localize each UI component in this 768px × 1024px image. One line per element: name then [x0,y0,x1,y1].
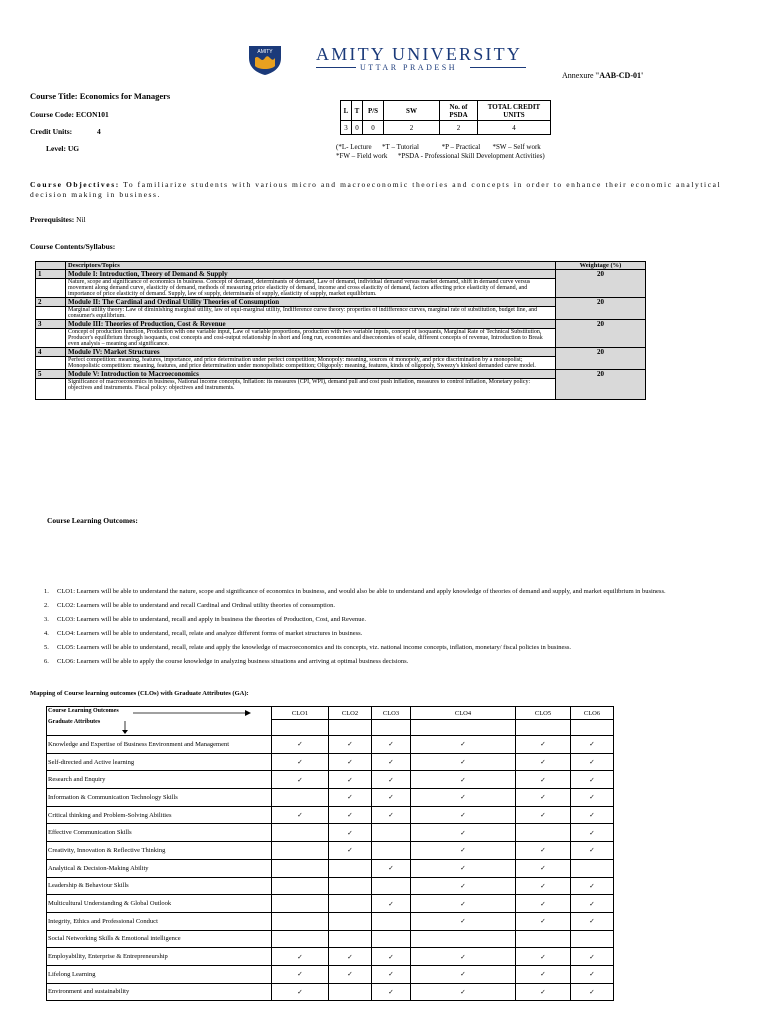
blank-cell [411,720,516,736]
check-mark-icon: ✓ [329,789,372,807]
module-weightage: 20 [556,298,646,320]
clo-text: CLO3: Learners will be able to understand, recall and apply in business the theories of Production, Cost, and Revenue. [57,616,367,623]
blank-cell [571,720,614,736]
empty-cell [272,859,329,877]
clo-text: CLO5: Learners will be able to understand, recall, relate and apply the knowledge of macroeconomics and its concepts, viz. national income concepts, inflation, monetary/ fiscal policies in business. [57,644,572,651]
blank-cell [516,720,571,736]
check-mark-icon: ✓ [516,736,571,754]
graduate-attribute: Research and Enquiry [47,771,272,789]
check-mark-icon: ✓ [571,912,614,930]
credit-units-label: Credit Units: [30,127,73,136]
graduate-attribute: Analytical & Decision-Making Ability [47,859,272,877]
divider [470,67,526,68]
graduate-attribute: Employability, Enterprise & Entrepreneurship [47,948,272,966]
check-mark-icon: ✓ [372,859,411,877]
check-mark-icon: ✓ [571,965,614,983]
module-blank [36,329,66,348]
objectives-text: To familiarize students with various micro and macroeconomic theories and concepts in order to enhance their economic analytical decision making in business. [30,180,722,199]
ltp-legend [336,143,545,161]
course-title: Course Title: Economics for Managers [30,91,171,101]
mapping-row [47,877,614,895]
legend-line: (*L- Lecture *T – Tutorial *P – Practical *SW – Self work [336,143,541,151]
mapping-row [47,736,614,754]
clo-heading: Course Learning Outcomes: [47,516,138,525]
check-mark-icon: ✓ [411,983,516,1001]
check-mark-icon: ✓ [571,753,614,771]
prerequisites-value: Nil [76,215,86,224]
mapping-row [47,789,614,807]
check-mark-icon: ✓ [411,877,516,895]
check-mark-icon: ✓ [329,806,372,824]
graduate-attribute: Integrity, Ethics and Professional Conduct [47,912,272,930]
empty-cell [571,859,614,877]
empty-cell [372,877,411,895]
graduate-attribute: Critical thinking and Problem-Solving Abilities [47,806,272,824]
check-mark-icon: ✓ [571,824,614,842]
check-mark-icon: ✓ [329,842,372,860]
check-mark-icon: ✓ [372,965,411,983]
check-mark-icon: ✓ [372,736,411,754]
syllabus-table [35,261,646,400]
check-mark-icon: ✓ [329,771,372,789]
check-mark-icon: ✓ [516,965,571,983]
check-mark-icon: ✓ [571,736,614,754]
check-mark-icon: ✓ [411,948,516,966]
syllabus-header-topics: Descriptors/Topics [66,262,556,270]
graduate-attribute: Lifelong Learning [47,965,272,983]
module-title: Module II: The Cardinal and Ordinal Utility Theories of Consumption [66,298,556,307]
module-blank [36,279,66,298]
clo-item [40,630,740,638]
ltp-header: No. of PSDA [440,101,478,121]
check-mark-icon: ✓ [571,895,614,913]
ltp-value: 0 [352,121,363,135]
empty-cell [329,912,372,930]
graduate-attribute: Creativity, Innovation & Reflective Thinking [47,842,272,860]
module-title: Module IV: Market Structures [66,348,556,357]
module-title: Module V: Introduction to Macroeconomics [66,370,556,379]
mapping-row [47,948,614,966]
check-mark-icon: ✓ [272,753,329,771]
mapping-row [47,753,614,771]
check-mark-icon: ✓ [516,895,571,913]
check-mark-icon: ✓ [571,842,614,860]
contents-heading: Course Contents/Syllabus: [30,242,116,251]
check-mark-icon: ✓ [329,948,372,966]
check-mark-icon: ✓ [372,948,411,966]
clo-text: CLO2: Learners will be able to understand and recall Cardinal and Ordinal utility theories of consumption. [57,602,335,609]
ltp-value: 0 [363,121,384,135]
check-mark-icon: ✓ [571,877,614,895]
objectives-label: Course Objectives: [30,180,120,189]
check-mark-icon: ✓ [372,789,411,807]
module-weightage: 20 [556,348,646,370]
clo-item [40,644,740,652]
module-title: Module I: Introduction, Theory of Demand & Supply [66,270,556,279]
prerequisites [30,215,86,224]
empty-cell [329,930,372,948]
annexure-prefix: Annexure ' [562,71,597,80]
clo-column-header: CLO6 [571,707,614,720]
clo-list [40,588,740,672]
module-weightage: 20 [556,320,646,348]
mapping-row [47,895,614,913]
check-mark-icon: ✓ [411,842,516,860]
check-mark-icon: ✓ [372,895,411,913]
logo-text: AMITY [257,49,273,55]
module-blank [36,307,66,320]
check-mark-icon: ✓ [329,965,372,983]
mapping-row [47,965,614,983]
clo-item [40,658,740,666]
course-code [30,110,109,119]
check-mark-icon: ✓ [272,736,329,754]
check-mark-icon: ✓ [516,948,571,966]
right-arrow-icon [133,709,253,717]
ltp-value: 4 [478,121,551,135]
check-mark-icon: ✓ [571,771,614,789]
mapping-row [47,859,614,877]
check-mark-icon: ✓ [516,912,571,930]
graduate-attribute: Environment and sustainability [47,983,272,1001]
empty-cell [411,930,516,948]
module-blank [36,379,66,400]
check-mark-icon: ✓ [372,983,411,1001]
empty-cell [372,912,411,930]
module-description: Concept of production function, Production with one variable input, Law of variable proportions, production with two variable inputs, concept of isoquants, Marginal Rate of Technical Substitution, Producer's equilibrium through isoquants, cost concepts and cost-output relationship in short and long run, economies and diseconomies of scale, different concepts of revenue, Introduction to Break even analysis – meaning and significance. [66,329,556,348]
clo-column-header: CLO2 [329,707,372,720]
clo-text: CLO1: Learners will be able to understand the nature, scope and significance of economics in business, and would also be able to understand and apply knowledge of theories of demand and supply, and market equilibrium in business. [57,588,666,595]
university-name: AMITY UNIVERSITY [316,44,523,64]
check-mark-icon: ✓ [571,806,614,824]
empty-cell [272,789,329,807]
course-code-label: Course Code: [30,110,74,119]
check-mark-icon: ✓ [516,789,571,807]
check-mark-icon: ✓ [516,806,571,824]
clo-item [40,588,740,596]
credit-units-value: 4 [97,127,101,136]
ltp-header: L [341,101,352,121]
module-description: Perfect competition: meaning, features, importance, and price determination under perfect competition; Monopoly: meaning, sources of monopoly, and price discrimination by a monopolist; Monopolistic competition: meaning, features, and price determination under monopolistic competition; Oligopoly: meaning, features, kinds of oligopoly, Sweezy's kinked demanded curve model. [66,357,556,370]
empty-cell [272,842,329,860]
graduate-attribute: Leadership & Behaviour Skills [47,877,272,895]
clo-column-header: CLO4 [411,707,516,720]
empty-cell [272,877,329,895]
credit-structure-table [340,100,551,135]
module-number: 1 [36,270,66,279]
annexure-label [562,71,643,80]
check-mark-icon: ✓ [411,965,516,983]
ltp-header: T [352,101,363,121]
ltp-value: 2 [440,121,478,135]
clo-number: 6. [44,658,49,665]
empty-cell [372,842,411,860]
annexure-code: 'AAB-CD-01' [596,71,644,80]
check-mark-icon: ✓ [329,736,372,754]
check-mark-icon: ✓ [411,736,516,754]
module-number: 3 [36,320,66,329]
check-mark-icon: ✓ [411,912,516,930]
clo-text: CLO4: Learners will be able to understand, recall, relate and analyze different forms of market structures in business. [57,630,363,637]
clo-item [40,616,740,624]
check-mark-icon: ✓ [516,983,571,1001]
corner-clo-label: Course Learning Outcomes [48,708,119,714]
clo-number: 3. [44,616,49,623]
module-weightage: 20 [556,270,646,298]
clo-item [40,602,740,610]
graduate-attribute: Social Networking Skills & Emotional intelligence [47,930,272,948]
module-number: 2 [36,298,66,307]
check-mark-icon: ✓ [411,859,516,877]
check-mark-icon: ✓ [272,806,329,824]
ltp-value: 3 [341,121,352,135]
check-mark-icon: ✓ [272,983,329,1001]
module-number: 4 [36,348,66,357]
check-mark-icon: ✓ [411,895,516,913]
prerequisites-label: Prerequisites: [30,215,75,224]
check-mark-icon: ✓ [516,842,571,860]
legend-line: *FW – Field work *PSDA - Professional Skill Development Activities) [336,152,545,160]
graduate-attribute: Knowledge and Expertise of Business Environment and Management [47,736,272,754]
check-mark-icon: ✓ [516,771,571,789]
mapping-row [47,806,614,824]
blank-cell [272,720,329,736]
ltp-header: SW [384,101,440,121]
clo-number: 2. [44,602,49,609]
check-mark-icon: ✓ [372,753,411,771]
ltp-header: TOTAL CREDIT UNITS [478,101,551,121]
ltp-value: 2 [384,121,440,135]
empty-cell [571,930,614,948]
blank-cell [372,720,411,736]
university-logo [247,44,283,76]
graduate-attribute: Multicultural Understanding & Global Outlook [47,895,272,913]
clo-number: 1. [44,588,49,595]
module-weightage: 20 [556,370,646,400]
check-mark-icon: ✓ [272,771,329,789]
empty-cell [272,824,329,842]
graduate-attribute: Effective Communication Skills [47,824,272,842]
mapping-row [47,842,614,860]
clo-number: 5. [44,644,49,651]
mapping-row [47,930,614,948]
check-mark-icon: ✓ [571,789,614,807]
mapping-corner [47,707,272,736]
clo-number: 4. [44,630,49,637]
module-description: Marginal utility theory: Law of diminishing marginal utility, law of equi-marginal utility, Indifference curve theory: properties of indifference curves, marginal rate of substitution, budget line, and consumer's equilibrium. [66,307,556,320]
empty-cell [516,824,571,842]
syllabus-header-blank [36,262,66,270]
empty-cell [372,824,411,842]
check-mark-icon: ✓ [516,877,571,895]
mapping-row [47,824,614,842]
check-mark-icon: ✓ [329,824,372,842]
ltp-header: P/S [363,101,384,121]
mapping-title: Mapping of Course learning outcomes (CLOs) with Graduate Attributes (GA): [30,690,249,697]
divider [316,67,356,68]
check-mark-icon: ✓ [272,948,329,966]
check-mark-icon: ✓ [411,753,516,771]
module-title: Module III: Theories of Production, Cost & Revenue [66,320,556,329]
module-description: Nature, scope and significance of economics in business. Concept of demand, determinants of demand, Law of demand, individual demand versus market demand, shift in demand curve versus movement along demand curve, elasticity of demand, methods of measuring price elasticity of demand, income and cross elasticity of demand, factors affecting price elasticity of demand, and importance of price elasticity of demand. Supply, law of supply, determinants of supply, elasticity of supply, market equilibrium. [66,279,556,298]
graduate-attribute: Information & Communication Technology Skills [47,789,272,807]
empty-cell [272,895,329,913]
module-description: Significance of macroeconomics in business, National income concepts, Inflation: its measures (CPI, WPI), demand pull and cost push inflation, measures to control inflation, Monetary policy: objectives and instruments. Fiscal policy: objectives and instruments. [66,379,556,400]
empty-cell [272,912,329,930]
clo-column-header: CLO1 [272,707,329,720]
check-mark-icon: ✓ [516,859,571,877]
module-number: 5 [36,370,66,379]
check-mark-icon: ✓ [411,789,516,807]
course-level: Level: UG [46,144,80,153]
clo-column-header: CLO3 [372,707,411,720]
blank-cell [329,720,372,736]
empty-cell [372,930,411,948]
check-mark-icon: ✓ [516,753,571,771]
check-mark-icon: ✓ [372,771,411,789]
mapping-row [47,771,614,789]
empty-cell [329,859,372,877]
check-mark-icon: ✓ [272,965,329,983]
mapping-row [47,983,614,1001]
check-mark-icon: ✓ [411,806,516,824]
clo-ga-mapping-table [46,706,614,1001]
university-location: UTTAR PRADESH [360,63,457,72]
corner-ga-label: Graduate Attributes [48,719,101,725]
check-mark-icon: ✓ [571,948,614,966]
empty-cell [516,930,571,948]
course-code-value: ECON101 [75,110,109,119]
clo-text: CLO6: Learners will be able to apply the course knowledge in analyzing business situations and arriving at optimal business decisions. [57,658,409,665]
module-blank [36,357,66,370]
syllabus-header-weightage: Weightage (%) [556,262,646,270]
empty-cell [272,930,329,948]
clo-column-header: CLO5 [516,707,571,720]
empty-cell [329,877,372,895]
graduate-attribute: Self-directed and Active learning [47,753,272,771]
check-mark-icon: ✓ [571,983,614,1001]
course-objectives [30,180,730,200]
empty-cell [329,983,372,1001]
check-mark-icon: ✓ [411,771,516,789]
check-mark-icon: ✓ [372,806,411,824]
down-arrow-icon [121,721,129,735]
empty-cell [329,895,372,913]
mapping-row [47,912,614,930]
check-mark-icon: ✓ [329,753,372,771]
check-mark-icon: ✓ [411,824,516,842]
